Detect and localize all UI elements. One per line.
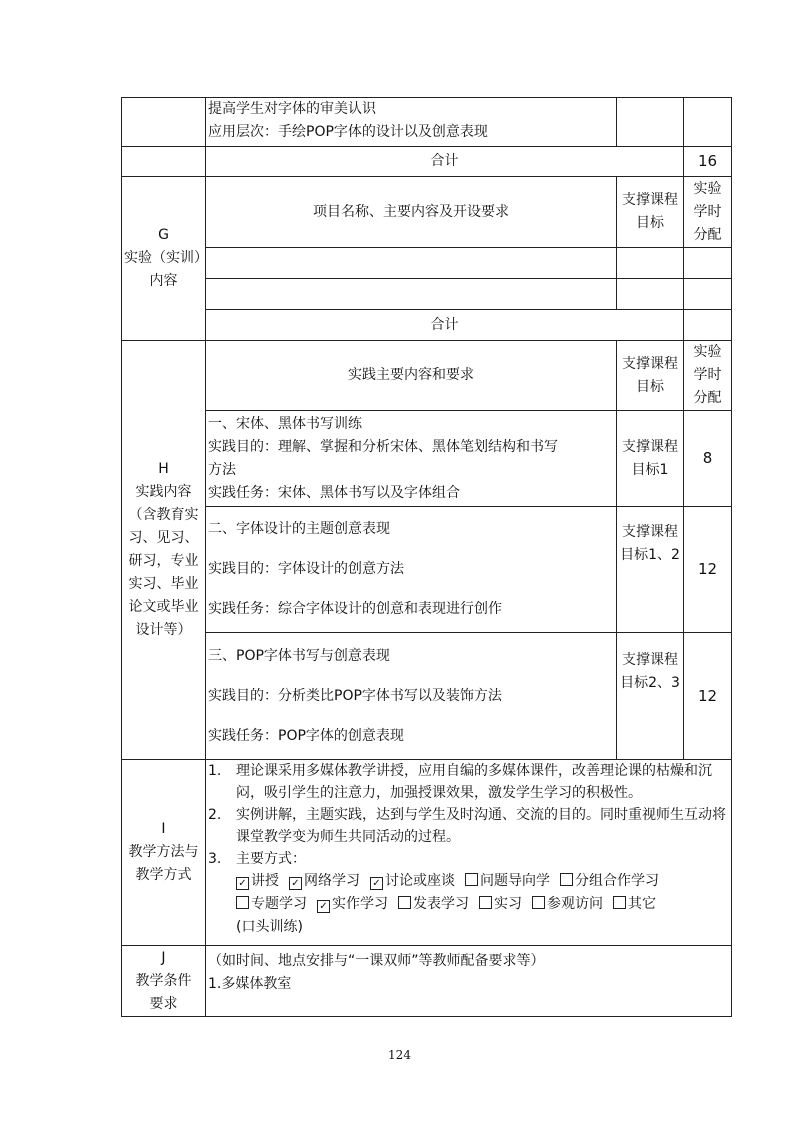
- j-label-line: 要求: [149, 995, 178, 1012]
- g-hours-line: 分配: [693, 226, 722, 243]
- h-item-line: 实践任务：POP字体的创意表现: [208, 727, 404, 744]
- method-item: [208, 804, 729, 848]
- g-label-line: G: [158, 227, 169, 243]
- h-item-line: 实践目的：分析类比POP字体书写以及装饰方法: [208, 687, 502, 704]
- j-label-line: J: [161, 949, 166, 966]
- i-label-line: I: [161, 821, 166, 837]
- top-line: 提高学生对字体的审美认识: [208, 101, 376, 117]
- option-label: 发表学习: [413, 896, 469, 912]
- j-content: [206, 946, 732, 1017]
- h-item-support: [617, 633, 684, 760]
- method-item: [208, 848, 729, 870]
- option-label: 讲授: [251, 873, 279, 889]
- g-empty-cell: [206, 279, 617, 310]
- i-label-line: 教学方式: [135, 867, 192, 883]
- j-label-line: 教学条件: [135, 972, 192, 989]
- option-label: 网络学习: [304, 873, 360, 889]
- option-options_row2-2[interactable]: [398, 896, 469, 912]
- option-options_row2-0[interactable]: [236, 896, 307, 912]
- h-hours-header: [684, 341, 732, 411]
- checkbox-checked-icon[interactable]: ✓: [370, 877, 383, 890]
- j-line: 1.多媒体教室: [208, 976, 292, 992]
- h-item-support-line: 支撑课程: [622, 652, 678, 668]
- top-hours-cell: [684, 98, 732, 147]
- top-line: 应用层次：手绘POP字体的设计以及创意表现: [208, 124, 488, 140]
- option-options_row1-1[interactable]: [289, 873, 360, 889]
- checkbox-empty-icon[interactable]: [236, 896, 249, 909]
- checkbox-empty-icon[interactable]: [479, 896, 492, 909]
- h-header: 实践主要内容和要求: [206, 341, 617, 411]
- h-label-line: 习、见习、: [128, 530, 199, 546]
- checkbox-checked-icon[interactable]: ✓: [317, 900, 330, 913]
- i-section-label: [122, 760, 206, 946]
- option-label: 实习: [494, 896, 522, 912]
- g-total-row: [122, 310, 732, 341]
- option-options_row2-5[interactable]: [613, 896, 656, 912]
- h-hours-line: 实验: [693, 344, 722, 360]
- top-content-row: [122, 98, 732, 147]
- option-options_row2-4[interactable]: [532, 896, 603, 912]
- g-total-label: 合计: [206, 310, 684, 341]
- h-hours-line: 学时: [693, 367, 722, 383]
- method-text: 主要方式：: [236, 851, 306, 867]
- option-label: 其它: [628, 896, 656, 912]
- h-item-line: 实践目的：理解、掌握和分析宋体、黑体笔划结构和书写: [208, 438, 558, 455]
- i-content: [206, 760, 732, 946]
- h-item-line: 实践任务：宋体、黑体书写以及字体组合: [208, 484, 460, 501]
- h-label-line: （含教育实: [128, 507, 199, 523]
- method-list: [208, 760, 729, 870]
- h-item-line: 三、POP字体书写与创意表现: [208, 647, 390, 664]
- option-options_row1-3[interactable]: [465, 873, 550, 889]
- top-total-value: 16: [684, 147, 732, 177]
- h-item-content: [206, 507, 617, 633]
- method-num: 1.: [208, 763, 222, 779]
- top-content-cell: [206, 98, 617, 147]
- h-label-line: 论文或毕业: [128, 599, 199, 615]
- g-hours-line: 学时: [693, 203, 722, 220]
- j-row: [122, 946, 732, 1017]
- h-item-line: 二、字体设计的主题创意表现: [208, 521, 390, 537]
- checkbox-empty-icon[interactable]: [465, 873, 478, 886]
- top-total-row: [122, 147, 732, 177]
- page-number: 124: [388, 1048, 411, 1062]
- j-line: （如时间、地点安排与“一课双师”等教师配备要求等）: [208, 953, 545, 969]
- option-label: 分组合作学习: [575, 873, 659, 889]
- checkbox-checked-icon[interactable]: ✓: [236, 877, 249, 890]
- g-header-row: [122, 177, 732, 248]
- checkbox-empty-icon[interactable]: [398, 896, 411, 909]
- i-label-line: 教学方法与: [128, 844, 199, 860]
- g-hours-line: 实验: [693, 180, 722, 197]
- j-section-label: [122, 946, 206, 1017]
- method-text: 实例讲解，主题实践，达到与学生及时沟通、交流的目的。同时重视师生互动将课堂教学变为师生共同活动的过程。: [236, 807, 726, 845]
- g-empty-cell: [617, 248, 684, 279]
- options-row-1: [208, 870, 729, 893]
- h-item-hours: 12: [684, 633, 732, 760]
- g-empty-cell: [617, 279, 684, 310]
- top-total-label-cell: [122, 147, 206, 177]
- h-label-line: 研习，专业: [128, 553, 199, 569]
- h-item-support: [617, 411, 684, 507]
- checkbox-empty-icon[interactable]: [613, 896, 626, 909]
- option-options_row1-4[interactable]: [560, 873, 659, 889]
- h-support-header: [617, 341, 684, 411]
- h-label-line: 实践内容: [135, 484, 192, 500]
- h-item-hours: 8: [684, 411, 732, 507]
- h-item-support-line: 支撑课程: [622, 524, 678, 540]
- h-item-support-line: 支撑课程: [622, 438, 678, 455]
- g-empty-row: [122, 279, 732, 310]
- h-item-line: 方法: [208, 461, 236, 478]
- g-empty-cell: [206, 248, 617, 279]
- h-label-line: 实习、毕业: [128, 576, 199, 592]
- checkbox-empty-icon[interactable]: [532, 896, 545, 909]
- course-table: [121, 97, 732, 1017]
- h-item-support-line: 目标1、2: [620, 547, 680, 563]
- h-label-line: 设计等）: [135, 622, 192, 638]
- i-row: [122, 760, 732, 946]
- h-section-label: [122, 341, 206, 760]
- g-empty-cell: [684, 279, 732, 310]
- h-item-support-line: 目标1: [631, 461, 669, 478]
- option-options_row1-2[interactable]: [370, 873, 455, 889]
- h-item-row: [122, 633, 732, 760]
- g-hours-header: [684, 177, 732, 248]
- h-item-content: [206, 411, 617, 507]
- option-label: 专题学习: [251, 896, 307, 912]
- h-item-row: [122, 411, 732, 507]
- option-label: 实作学习: [332, 896, 388, 912]
- option-label: 讨论或座谈: [385, 873, 455, 889]
- option-label: 问题导向学: [480, 873, 550, 889]
- top-support-cell: [617, 98, 684, 147]
- top-label-cell: [122, 98, 206, 147]
- checkbox-checked-icon[interactable]: ✓: [289, 877, 302, 890]
- h-support-line: 支撑课程: [622, 355, 678, 372]
- h-item-row: [122, 507, 732, 633]
- g-header: 项目名称、主要内容及开设要求: [206, 177, 617, 248]
- h-item-hours: 12: [684, 507, 732, 633]
- method-item: [208, 760, 729, 804]
- method-num: 3.: [208, 851, 222, 867]
- g-empty-row: [122, 248, 732, 279]
- options-note: (口头训练): [236, 919, 303, 935]
- h-support-line: 目标: [636, 378, 664, 395]
- g-label-line: 内容: [149, 273, 178, 289]
- option-options_row1-0[interactable]: [236, 873, 279, 889]
- option-options_row2-1[interactable]: [317, 896, 388, 912]
- g-label-line: 实验（实训）: [124, 250, 208, 266]
- h-item-support: [617, 507, 684, 633]
- checkbox-empty-icon[interactable]: [560, 873, 573, 886]
- h-hours-line: 分配: [693, 390, 722, 406]
- options-row-2: [208, 893, 729, 916]
- method-num: 2.: [208, 807, 222, 823]
- g-total-value: [684, 310, 732, 341]
- h-item-line: 一、宋体、黑体书写训练: [208, 415, 362, 432]
- h-header-row: [122, 341, 732, 411]
- g-support-line: 目标: [636, 215, 664, 231]
- g-section-label: [122, 177, 206, 341]
- h-label-line: H: [158, 461, 169, 477]
- g-support-header: [617, 177, 684, 248]
- top-total-label: 合计: [206, 147, 684, 177]
- h-item-line: 实践任务：综合字体设计的创意和表现进行创作: [208, 601, 502, 617]
- option-options_row2-3[interactable]: [479, 896, 522, 912]
- option-label: 参观访问: [547, 896, 603, 912]
- h-item-content: [206, 633, 617, 760]
- method-text: 理论课采用多媒体教学讲授，应用自编的多媒体课件，改善理论课的枯燥和沉闷，吸引学生的注意力，加强授课效果，激发学生学习的积极性。: [236, 763, 712, 801]
- h-item-support-line: 目标2、3: [620, 675, 680, 691]
- g-support-line: 支撑课程: [622, 192, 678, 208]
- h-item-line: 实践目的：字体设计的创意方法: [208, 561, 404, 577]
- g-empty-cell: [684, 248, 732, 279]
